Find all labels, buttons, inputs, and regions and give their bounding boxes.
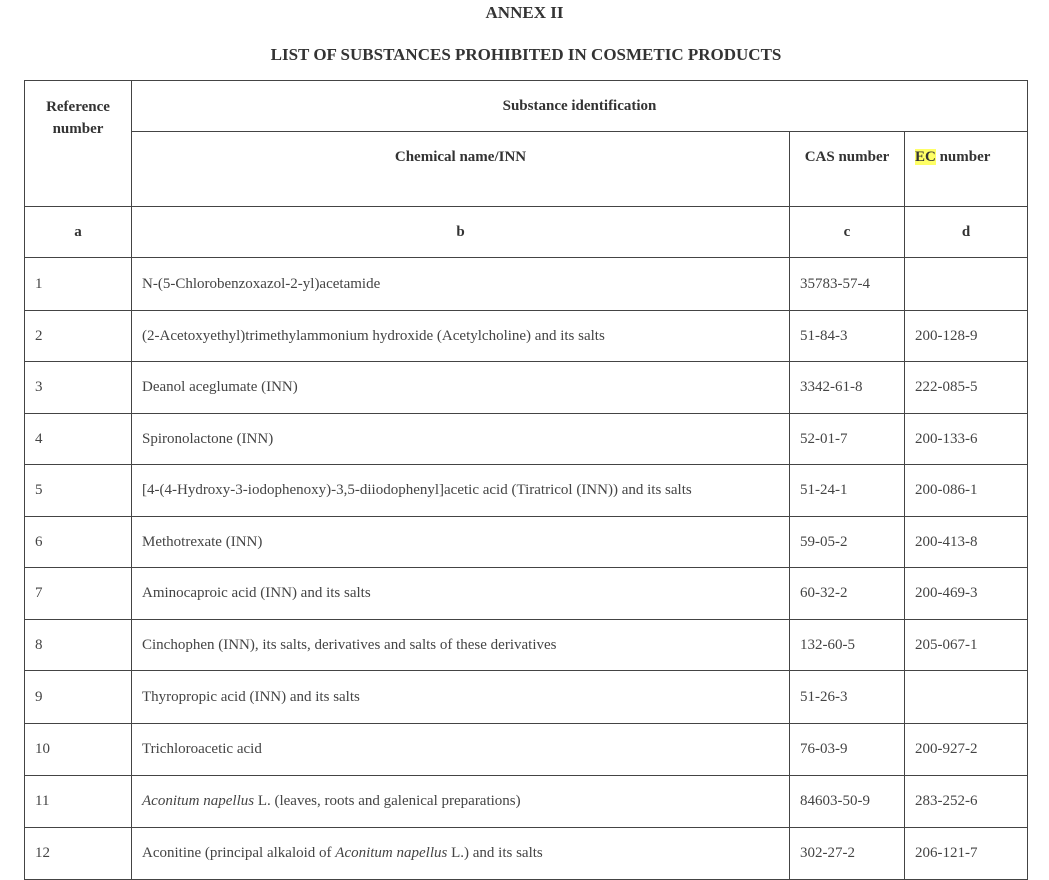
header-substance-identification: Substance identification (132, 81, 1028, 132)
header-cas-number: CAS number (790, 132, 905, 207)
table-row (25, 828, 1028, 880)
species-name-italic: Aconitum napellus (335, 845, 448, 861)
reference-number-cell: 3 (25, 362, 132, 414)
cas-number-cell: 60-32-2 (790, 568, 905, 620)
reference-number-cell: 2 (25, 311, 132, 362)
table-header (25, 81, 1028, 258)
cas-number-cell: 51-24-1 (790, 465, 905, 517)
chemical-name-cell (132, 517, 790, 568)
chemical-name-text: N-(5-Chlorobenzoxazol-2-yl)acetamide (142, 275, 381, 292)
document-title: LIST OF SUBSTANCES PROHIBITED IN COSMETIC PRODUCTS (270, 45, 782, 64)
chemical-name-cell (132, 724, 790, 776)
chemical-name-text: [4-(4-Hydroxy-3-iodophenoxy)-3,5-diiodophenyl]acetic acid (Tiratricol (INN)) and its salts (142, 482, 692, 498)
cas-number-cell: 59-05-2 (790, 517, 905, 568)
ec-number-cell: 283-252-6 (905, 776, 1028, 828)
chemical-name-text: Trichloroacetic acid (142, 741, 262, 757)
table-row (25, 517, 1028, 568)
table-body (25, 258, 1028, 880)
chemical-name-cell (132, 258, 790, 311)
chemical-name-text: Spironolactone (INN) (142, 430, 274, 447)
chemical-name-text: Cinchophen (INN), its salts, derivatives and salts of these derivatives (142, 636, 557, 653)
column-letter-d: d (905, 207, 1028, 258)
reference-number-cell: 12 (25, 828, 132, 880)
table-row (25, 258, 1028, 311)
ec-number-cell: 222-085-5 (905, 362, 1028, 414)
reference-number-cell: 9 (25, 671, 132, 724)
reference-number-cell: 1 (25, 258, 132, 311)
table-row (25, 362, 1028, 414)
reference-number-cell: 4 (25, 414, 132, 465)
ec-number-cell: 200-133-6 (905, 414, 1028, 465)
ec-number-cell: 200-927-2 (905, 724, 1028, 776)
table-row (25, 724, 1028, 776)
chemical-name-text: Deanol aceglumate (INN) (142, 379, 298, 395)
ec-number-cell: 200-469-3 (905, 568, 1028, 620)
reference-number-cell: 11 (25, 776, 132, 828)
ec-highlight: EC (915, 149, 936, 165)
chemical-name-cell (132, 568, 790, 620)
cas-number-cell: 3342-61-8 (790, 362, 905, 414)
cas-number-cell: 51-84-3 (790, 311, 905, 362)
chemical-name-text: Thyropropic acid (INN) and its salts (142, 688, 360, 705)
chemical-name-cell (132, 362, 790, 414)
cas-number-cell: 132-60-5 (790, 620, 905, 671)
reference-number-cell: 6 (25, 517, 132, 568)
chemical-name-cell (132, 671, 790, 724)
chemical-name-text: L.) and its salts (447, 845, 543, 861)
chemical-name-text: Aminocaproic acid (INN) and its salts (142, 585, 371, 601)
cas-number-cell: 52-01-7 (790, 414, 905, 465)
ec-number-cell: 200-086-1 (905, 465, 1028, 517)
reference-number-cell: 10 (25, 724, 132, 776)
column-letter-a: a (25, 207, 132, 258)
table-row (25, 414, 1028, 465)
chemical-name-cell (132, 776, 790, 828)
header-chemical-name: Chemical name/INN (132, 132, 790, 207)
substances-table (24, 80, 1028, 880)
ec-number-cell: 205-067-1 (905, 620, 1028, 671)
chemical-name-text: L. (leaves, roots and galenical preparations) (254, 793, 521, 809)
chemical-name-cell (132, 465, 790, 517)
chemical-name-text: Aconitine (principal alkaloid of (142, 845, 336, 861)
column-letter-b: b (132, 207, 790, 258)
column-letter-row (25, 207, 1028, 258)
header-ec-number (905, 132, 1028, 207)
cas-number-cell: 76-03-9 (790, 724, 905, 776)
column-letter-c: c (790, 207, 905, 258)
table-row (25, 620, 1028, 671)
annex-title: ANNEX II (485, 3, 564, 22)
ec-header-rest: number (935, 149, 991, 165)
table-row (25, 311, 1028, 362)
cas-number-cell: 84603-50-9 (790, 776, 905, 828)
cas-number-cell: 302-27-2 (790, 828, 905, 880)
chemical-name-cell (132, 828, 790, 880)
cas-number-cell: 35783-57-4 (790, 258, 905, 311)
reference-number-cell: 5 (25, 465, 132, 517)
ec-number-cell (905, 671, 1028, 724)
reference-number-cell: 8 (25, 620, 132, 671)
table-row (25, 465, 1028, 517)
chemical-name-cell (132, 620, 790, 671)
cas-number-cell: 51-26-3 (790, 671, 905, 724)
ec-number-cell: 206-121-7 (905, 828, 1028, 880)
chemical-name-cell (132, 311, 790, 362)
ec-number-cell: 200-413-8 (905, 517, 1028, 568)
table-row (25, 776, 1028, 828)
species-name-italic: Aconitum napellus (142, 793, 255, 809)
ec-number-cell (905, 258, 1028, 311)
chemical-name-cell (132, 414, 790, 465)
chemical-name-text: Methotrexate (INN) (142, 533, 263, 550)
ec-number-cell: 200-128-9 (905, 311, 1028, 362)
chemical-name-text: (2-Acetoxyethyl)trimethylammonium hydroxide (Acetylcholine) and its salts (142, 327, 605, 344)
reference-number-cell: 7 (25, 568, 132, 620)
header-reference-number: Reference number (25, 81, 132, 207)
table-row (25, 671, 1028, 724)
table-row (25, 568, 1028, 620)
